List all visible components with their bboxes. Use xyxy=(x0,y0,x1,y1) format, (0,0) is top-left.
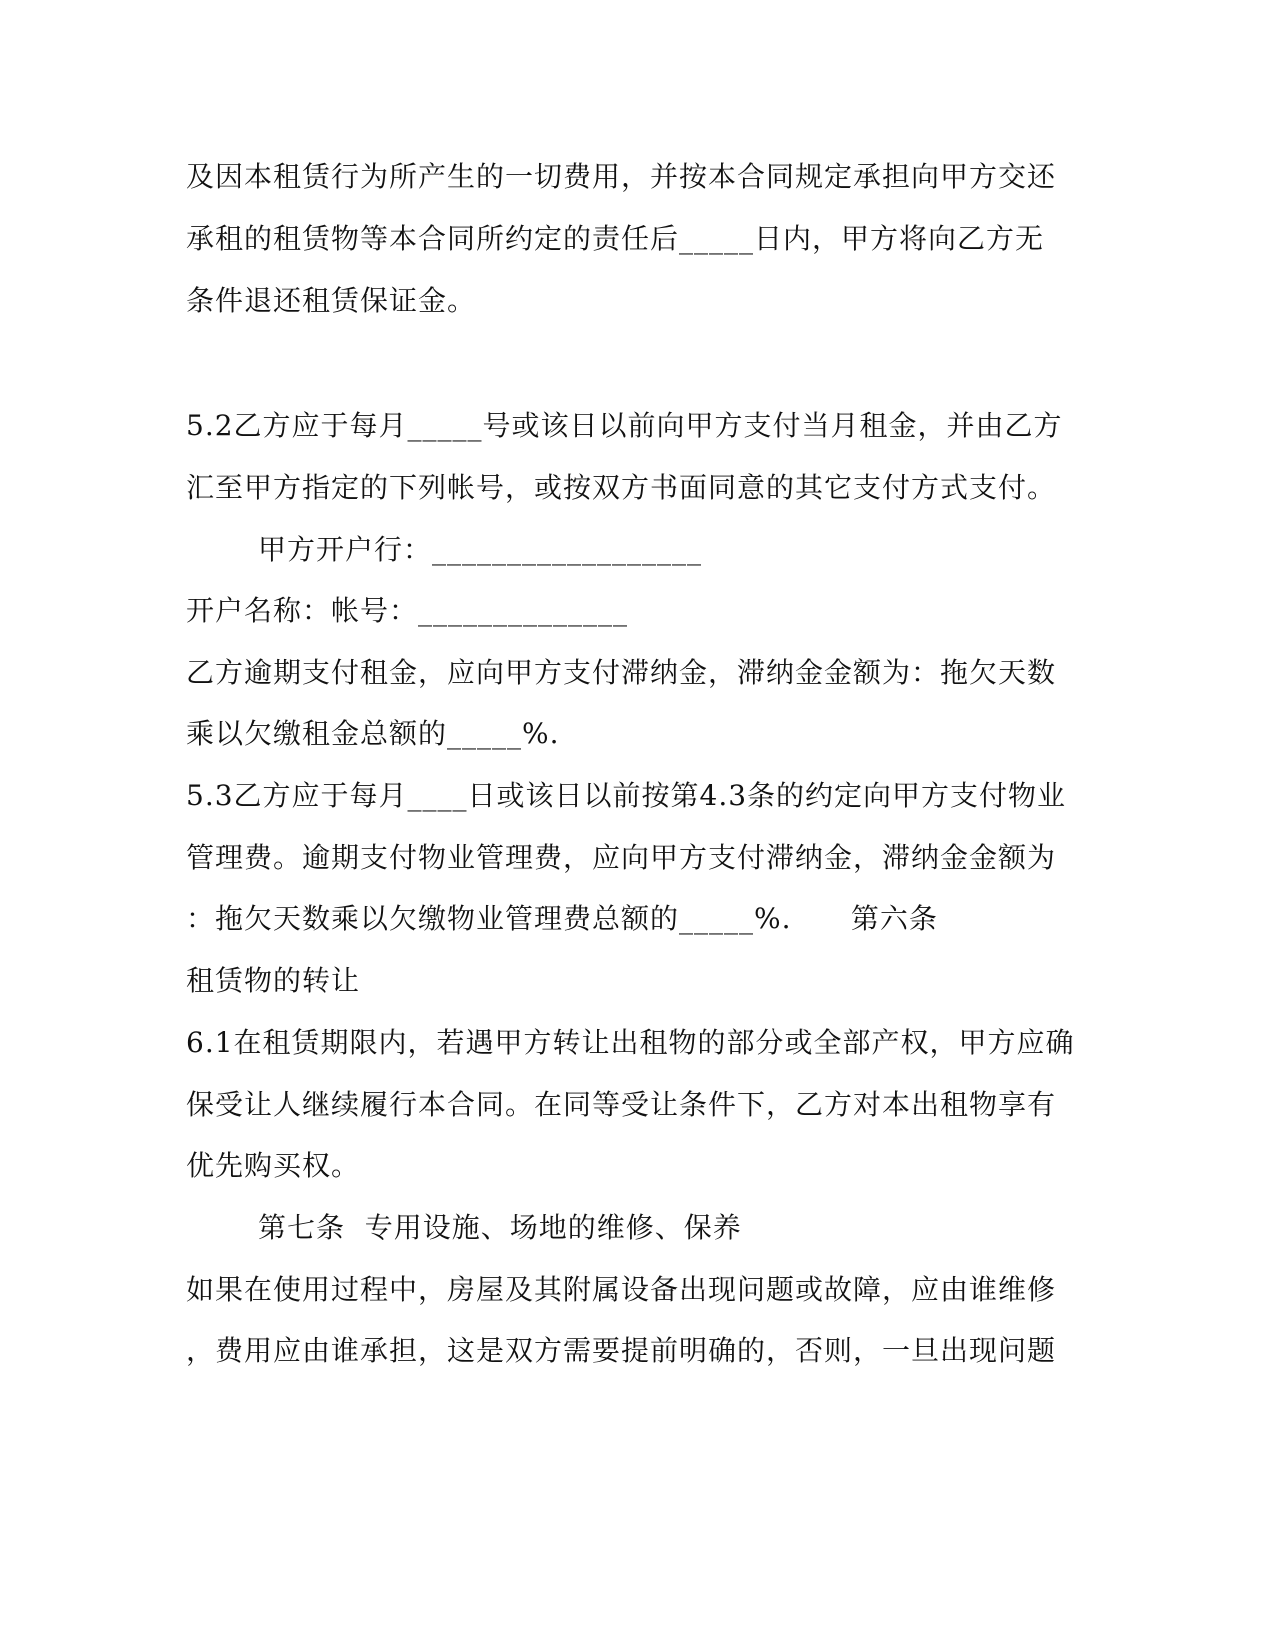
text-line: 汇至甲方指定的下列帐号，或按双方书面同意的其它支付方式支付。 xyxy=(186,471,1057,504)
text-line: ，费用应由谁承担，这是双方需要提前明确的，否则，一旦出现问题 xyxy=(186,1334,1057,1367)
text-line: 5.2乙方应于每月_____号或该日以前向甲方支付当月租金，并由乙方 xyxy=(186,409,1063,442)
text-line: ：拖欠天数乘以欠缴物业管理费总额的_____%. 第六条 xyxy=(186,902,938,935)
text-line: 乘以欠缴租金总额的_____%. xyxy=(186,717,560,750)
text-line: 5.3乙方应于每月____日或该日以前按第4.3条的约定向甲方支付物业 xyxy=(186,779,1067,812)
text-line: 如果在使用过程中，房屋及其附属设备出现问题或故障，应由谁维修 xyxy=(186,1273,1057,1306)
text-line: 及因本租赁行为所产生的一切费用，并按本合同规定承担向甲方交还 xyxy=(186,160,1057,193)
text-line: 乙方逾期支付租金，应向甲方支付滞纳金，滞纳金金额为：拖欠天数 xyxy=(186,656,1057,689)
text-line: 承租的租赁物等本合同所约定的责任后_____日内，甲方将向乙方无 xyxy=(186,222,1045,255)
text-line: 保受让人继续履行本合同。在同等受让条件下，乙方对本出租物享有 xyxy=(186,1088,1057,1121)
text-line: 6.1在租赁期限内，若遇甲方转让出租物的部分或全部产权，甲方应确 xyxy=(186,1026,1075,1059)
account-line: 开户名称：帐号：______________ xyxy=(186,594,629,627)
section-heading: 第七条 专用设施、场地的维修、保养 xyxy=(258,1211,742,1244)
text-line: 条件退还租赁保证金。 xyxy=(186,284,477,317)
section-heading: 租赁物的转让 xyxy=(186,964,361,997)
bank-line: 甲方开户行：__________________ xyxy=(258,533,703,566)
text-line: 管理费。逾期支付物业管理费，应向甲方支付滞纳金，滞纳金金额为 xyxy=(186,841,1057,874)
text-line: 优先购买权。 xyxy=(186,1149,361,1182)
